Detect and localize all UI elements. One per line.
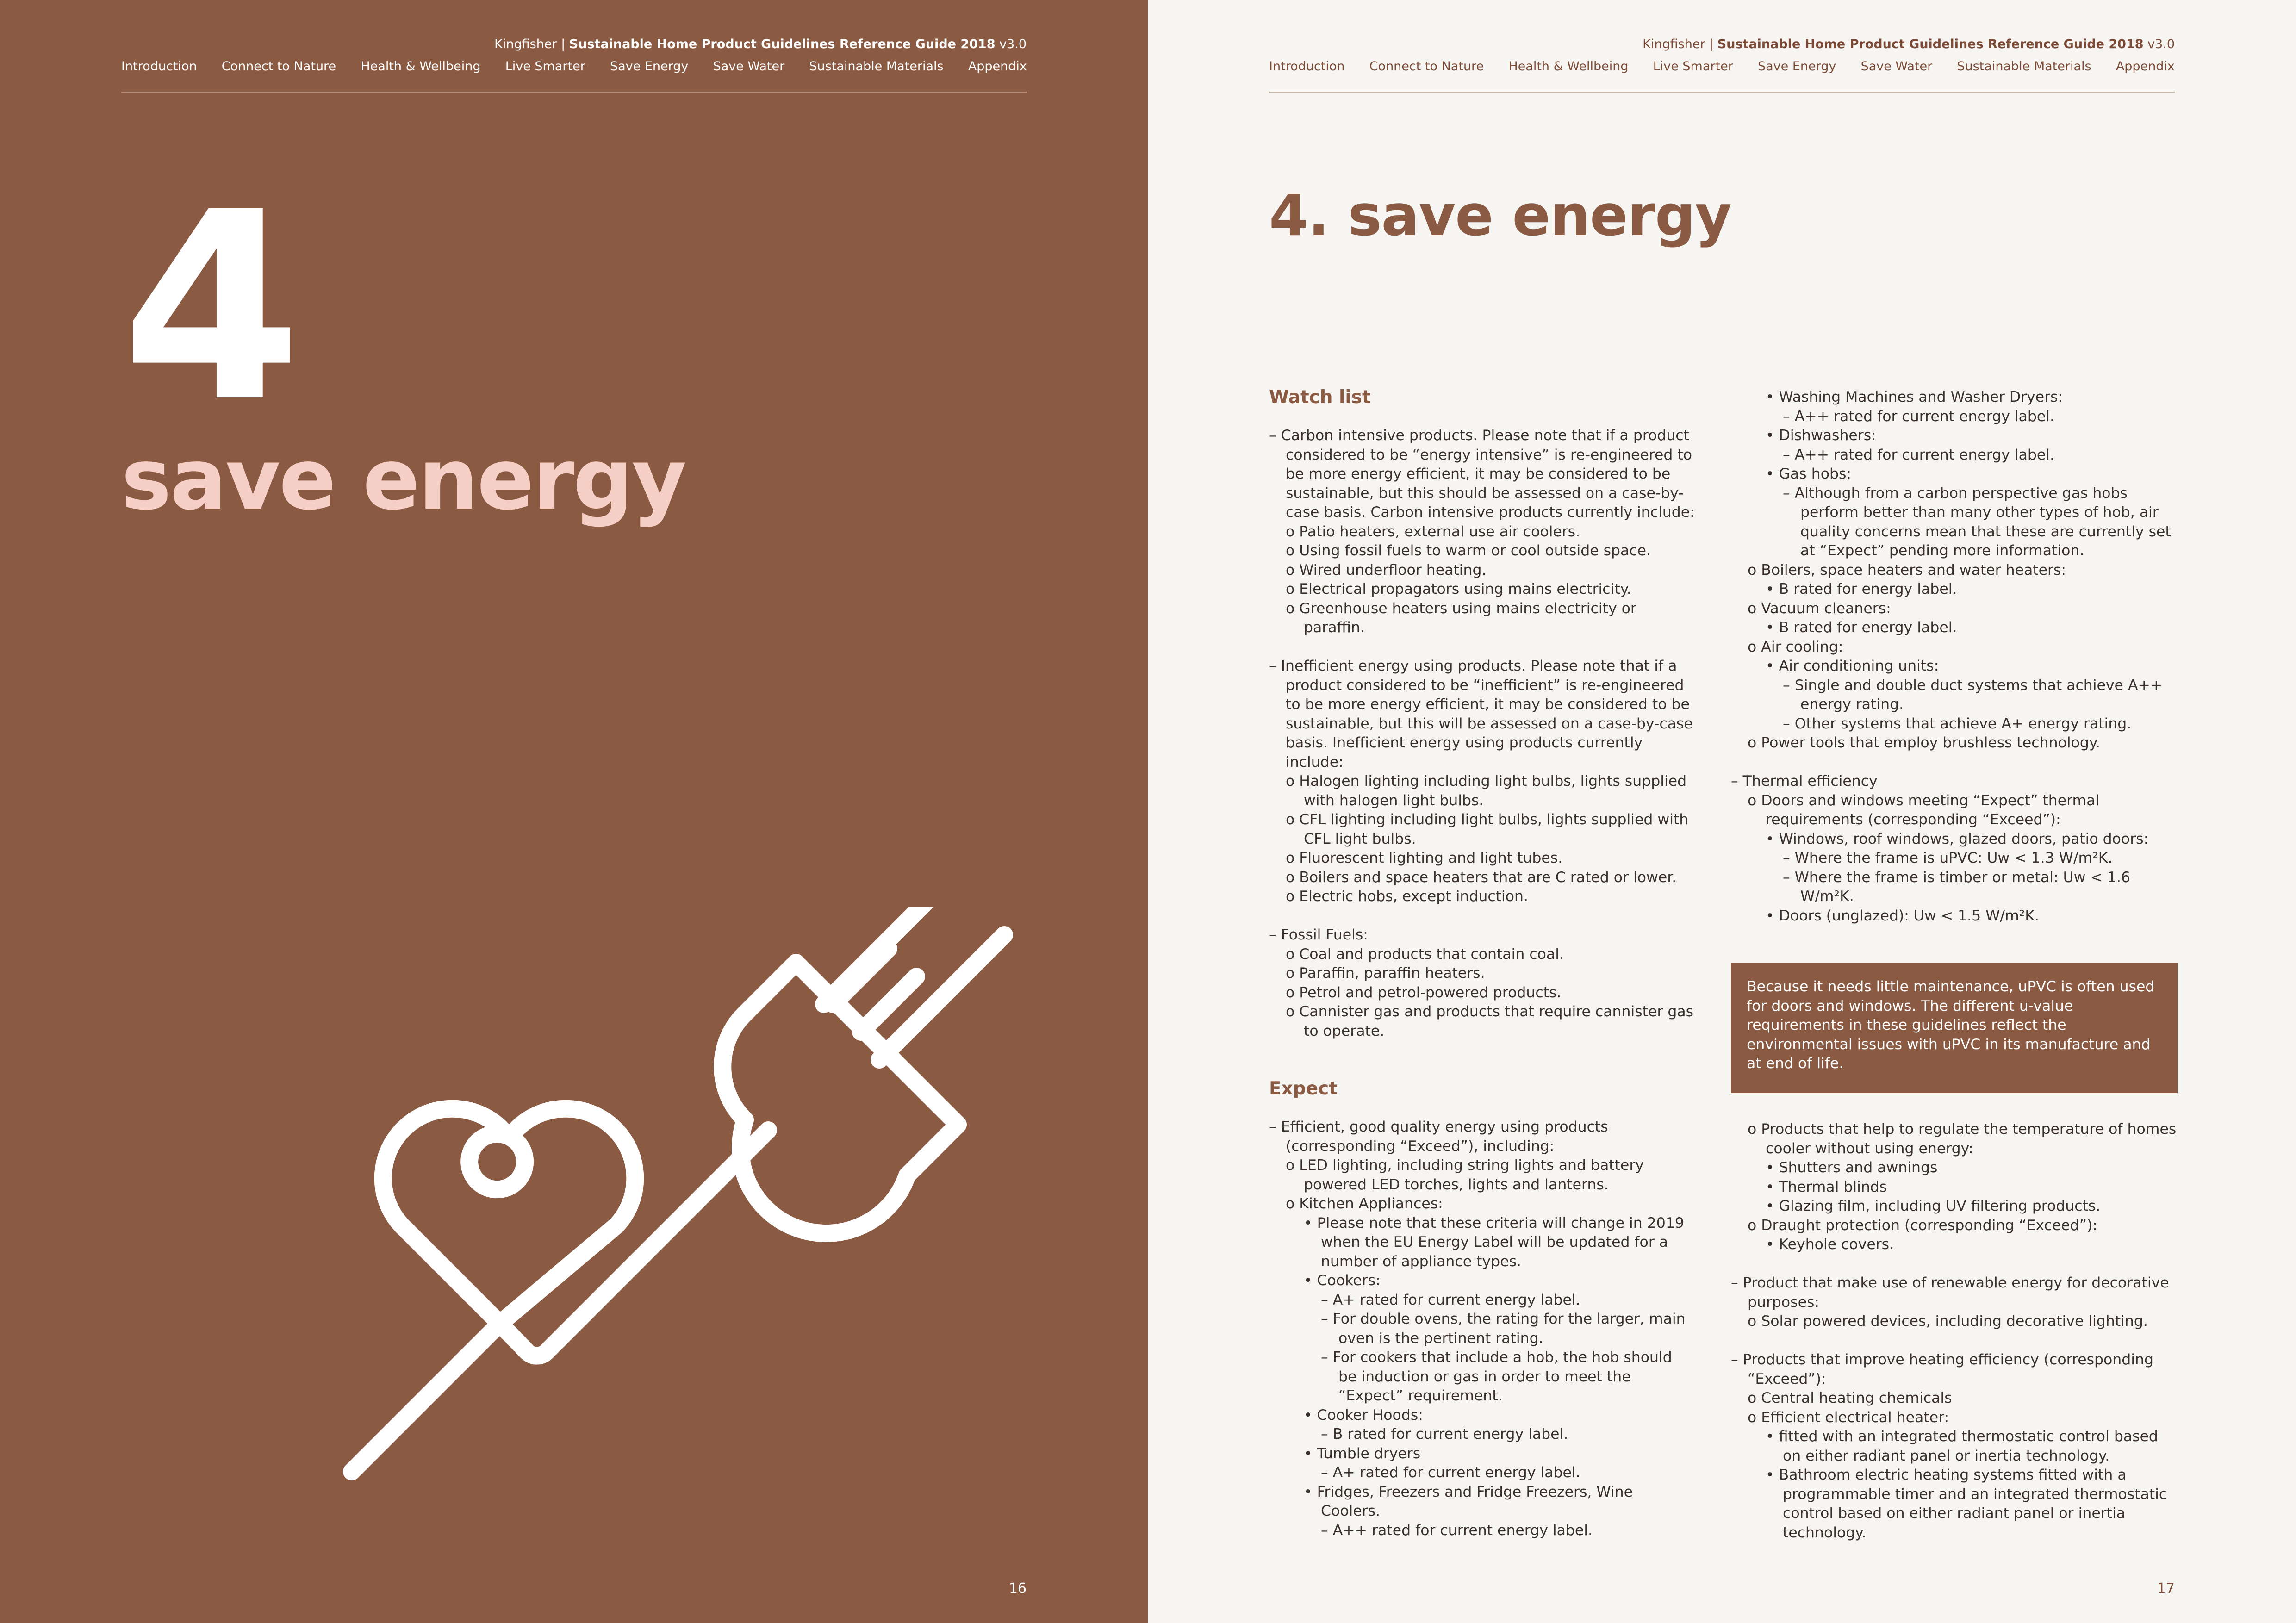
list-item: – Inefficient energy using products. Please note that if a product considered to be “inefficient” is re-engineered to be more energy efficient, it may be considered to be sustainable, but this will be assessed on a case-by-case basis. Inefficient energy using products currently include: [1269,658,1693,771]
text-column-right-top [1731,388,2178,926]
list-item: – Where the frame is uPVC: Uw < 1.3 W/m²K. [1783,850,2113,866]
list-item: o CFL lighting including light bulbs, lights supplied with CFL light bulbs. [1286,811,1689,847]
list-item: • Tumble dryers [1304,1445,1421,1462]
spacer [1731,1331,2178,1351]
list-item: o Boilers, space heaters and water heaters: [1748,561,2066,578]
spacer [1269,907,1695,926]
chapter-title: save energy [121,430,685,529]
list-item: o Wired underfloor heating. [1286,561,1487,578]
header-divider [121,92,1027,93]
list-item: • B rated for energy label. [1766,619,1957,636]
nav-appendix[interactable]: Appendix [968,59,1027,74]
list-item: • Cookers: [1304,1272,1381,1289]
page-number: 16 [1008,1580,1027,1597]
spacer [1269,1060,1695,1080]
spacer [1731,753,2178,772]
list-item: – A++ rated for current energy label. [1783,446,2055,463]
list-item: o Electrical propagators using mains electricity. [1286,581,1631,597]
list-item: – A++ rated for current energy label. [1321,1522,1593,1539]
list-item: – Carbon intensive products. Please note that if a product considered to be “energy intensive” is re-engineered to be more energy efficient, it may be considered to be sustainable, but this should be assessed on a case-by-case basis. Carbon intensive products currently include: [1269,427,1695,521]
nav-save-water[interactable]: Save Water [713,59,785,74]
list-item: – Thermal efficiency [1731,773,1878,790]
running-header: Kingfisher | Sustainable Home Product Guidelines Reference Guide 2018 v3.0 [1643,37,2175,51]
list-item: – Fossil Fuels: [1269,927,1368,943]
list-item: o Solar powered devices, including decorative lighting. [1748,1313,2148,1330]
list-item: o Electric hobs, except induction. [1286,888,1529,905]
spacer [1269,1041,1695,1060]
list-item: o Products that help to regulate the temperature of homes cooler without using energy: [1748,1121,2177,1157]
list-item: – A+ rated for current energy label. [1321,1464,1580,1481]
upvc-callout: Because it needs little maintenance, uPVC is often used for doors and windows. The different u-value requirements in these guidelines reflect the environmental issues with uPVC in its manufacture and at end of life. [1731,963,2178,1093]
nav-health-wellbeing[interactable]: Health & Wellbeing [361,59,481,74]
running-header: Kingfisher | Sustainable Home Product Guidelines Reference Guide 2018 v3.0 [494,37,1027,51]
list-item: – For double ovens, the rating for the larger, main oven is the pertinent rating. [1321,1311,1686,1347]
list-item: • Please note that these criteria will change in 2019 when the EU Energy Label will be updated for a number of appliance types. [1304,1214,1684,1270]
section-heading: Watch list [1269,387,1371,408]
list-item: • Windows, roof windows, glazed doors, patio doors: [1766,830,2149,847]
chapter-nav [1269,59,2175,74]
list-item: – Single and double duct systems that achieve A++ energy rating. [1783,677,2163,713]
list-item: o Boilers and space heaters that are C rated or lower. [1286,869,1677,886]
nav-introduction[interactable]: Introduction [121,59,197,74]
list-item: – Efficient, good quality energy using products (corresponding “Exceed”), including: [1269,1119,1608,1155]
list-item: o Greenhouse heaters using mains electricity or paraffin. [1286,600,1636,636]
page-number: 17 [2157,1580,2175,1597]
list-item: • Cooker Hoods: [1304,1406,1423,1424]
list-item: o Petrol and petrol-powered products. [1286,984,1562,1001]
nav-sustainable-materials[interactable]: Sustainable Materials [809,59,944,74]
nav-health-wellbeing[interactable]: Health & Wellbeing [1508,59,1629,74]
nav-connect-to-nature[interactable]: Connect to Nature [1369,59,1484,74]
nav-save-water[interactable]: Save Water [1860,59,1933,74]
list-item: – Product that make use of renewable energy for decorative purposes: [1731,1275,2169,1311]
list-item: o Kitchen Appliances: [1286,1195,1443,1212]
text-column-right-bottom [1731,1120,2178,1542]
list-item: • Thermal blinds [1766,1178,1887,1195]
header-divider [1269,92,2175,93]
list-item: o Using fossil fuels to warm or cool outside space. [1286,542,1651,559]
list-item: o Central heating chemicals [1748,1390,1952,1406]
nav-live-smarter[interactable]: Live Smarter [505,59,585,74]
heart-plug-icon [342,907,1046,1481]
list-item: • Fridges, Freezers and Fridge Freezers, Wine Coolers. [1304,1483,1633,1519]
nav-introduction[interactable]: Introduction [1269,59,1345,74]
list-item: o Cannister gas and products that require cannister gas to operate. [1286,1003,1694,1039]
list-item: o Patio heaters, external use air coolers. [1286,523,1580,540]
page-title: 4. save energy [1269,183,1731,249]
nav-appendix[interactable]: Appendix [2116,59,2175,74]
list-item: • B rated for energy label. [1766,581,1957,597]
list-item: o Paraffin, paraffin heaters. [1286,965,1485,982]
nav-sustainable-materials[interactable]: Sustainable Materials [1957,59,2091,74]
list-item: – Products that improve heating efficiency (corresponding “Exceed”): [1731,1351,2153,1387]
list-item: – For cookers that include a hob, the hob should be induction or gas in order to meet the “Expect” requirement. [1321,1349,1672,1404]
list-item: o Air cooling: [1748,638,1843,655]
list-item: • Air conditioning units: [1766,658,1939,674]
spacer [1731,1255,2178,1274]
list-item: o Coal and products that contain coal. [1286,945,1564,963]
list-item: • Glazing film, including UV filtering products. [1766,1198,2101,1214]
list-item: o Fluorescent lighting and light tubes. [1286,850,1563,866]
spacer [1269,638,1695,657]
list-item: • fitted with an integrated thermostatic control based on either radiant panel or inertia technology. [1766,1428,2158,1464]
nav-save-energy[interactable]: Save Energy [610,59,689,74]
list-item: o Efficient electrical heater: [1748,1409,1949,1426]
spacer [1269,1099,1695,1118]
list-item: – A+ rated for current energy label. [1321,1291,1580,1308]
list-item: – Where the frame is timber or metal: Uw < 1.6 W/m²K. [1783,869,2131,905]
spacer [1269,407,1695,427]
list-item: – Although from a carbon perspective gas hobs perform better than many other types of hob, air quality concerns mean that these are currently set at “Expect” pending more information. [1783,485,2171,559]
list-item: • Dishwashers: [1766,427,1876,444]
list-item: o Draught protection (corresponding “Exceed”): [1748,1217,2097,1234]
list-item: • Keyhole covers. [1766,1236,1894,1253]
chapter-number: 4 [121,157,297,459]
list-item: – Other systems that achieve A+ energy rating. [1783,715,2132,732]
text-column-left [1269,388,1695,1540]
list-item: o Doors and windows meeting “Expect” thermal requirements (corresponding “Exceed”): [1748,792,2100,828]
list-item: • Doors (unglazed): Uw < 1.5 W/m²K. [1766,907,2039,924]
right-page [1148,0,2296,1623]
list-item: • Shutters and awnings [1766,1159,1938,1176]
list-item: • Washing Machines and Washer Dryers: [1766,389,2063,405]
nav-save-energy[interactable]: Save Energy [1757,59,1836,74]
list-item: – B rated for current energy label. [1321,1426,1568,1443]
chapter-nav [121,59,1027,74]
list-item: o Power tools that employ brushless technology. [1748,734,2101,751]
list-item: o LED lighting, including string lights and battery powered LED torches, lights and lanterns. [1286,1157,1644,1193]
list-item: – A++ rated for current energy label. [1783,408,2055,425]
section-heading: Expect [1269,1078,1338,1099]
list-item: • Bathroom electric heating systems fitted with a programmable timer and an integrated thermostatic control based on either radiant panel or inertia technology. [1766,1467,2167,1541]
list-item: o Halogen lighting including light bulbs, lights supplied with halogen light bulbs. [1286,773,1687,809]
list-item: o Vacuum cleaners: [1748,600,1891,617]
nav-connect-to-nature[interactable]: Connect to Nature [221,59,336,74]
list-item: • Gas hobs: [1766,466,1851,482]
nav-live-smarter[interactable]: Live Smarter [1653,59,1733,74]
